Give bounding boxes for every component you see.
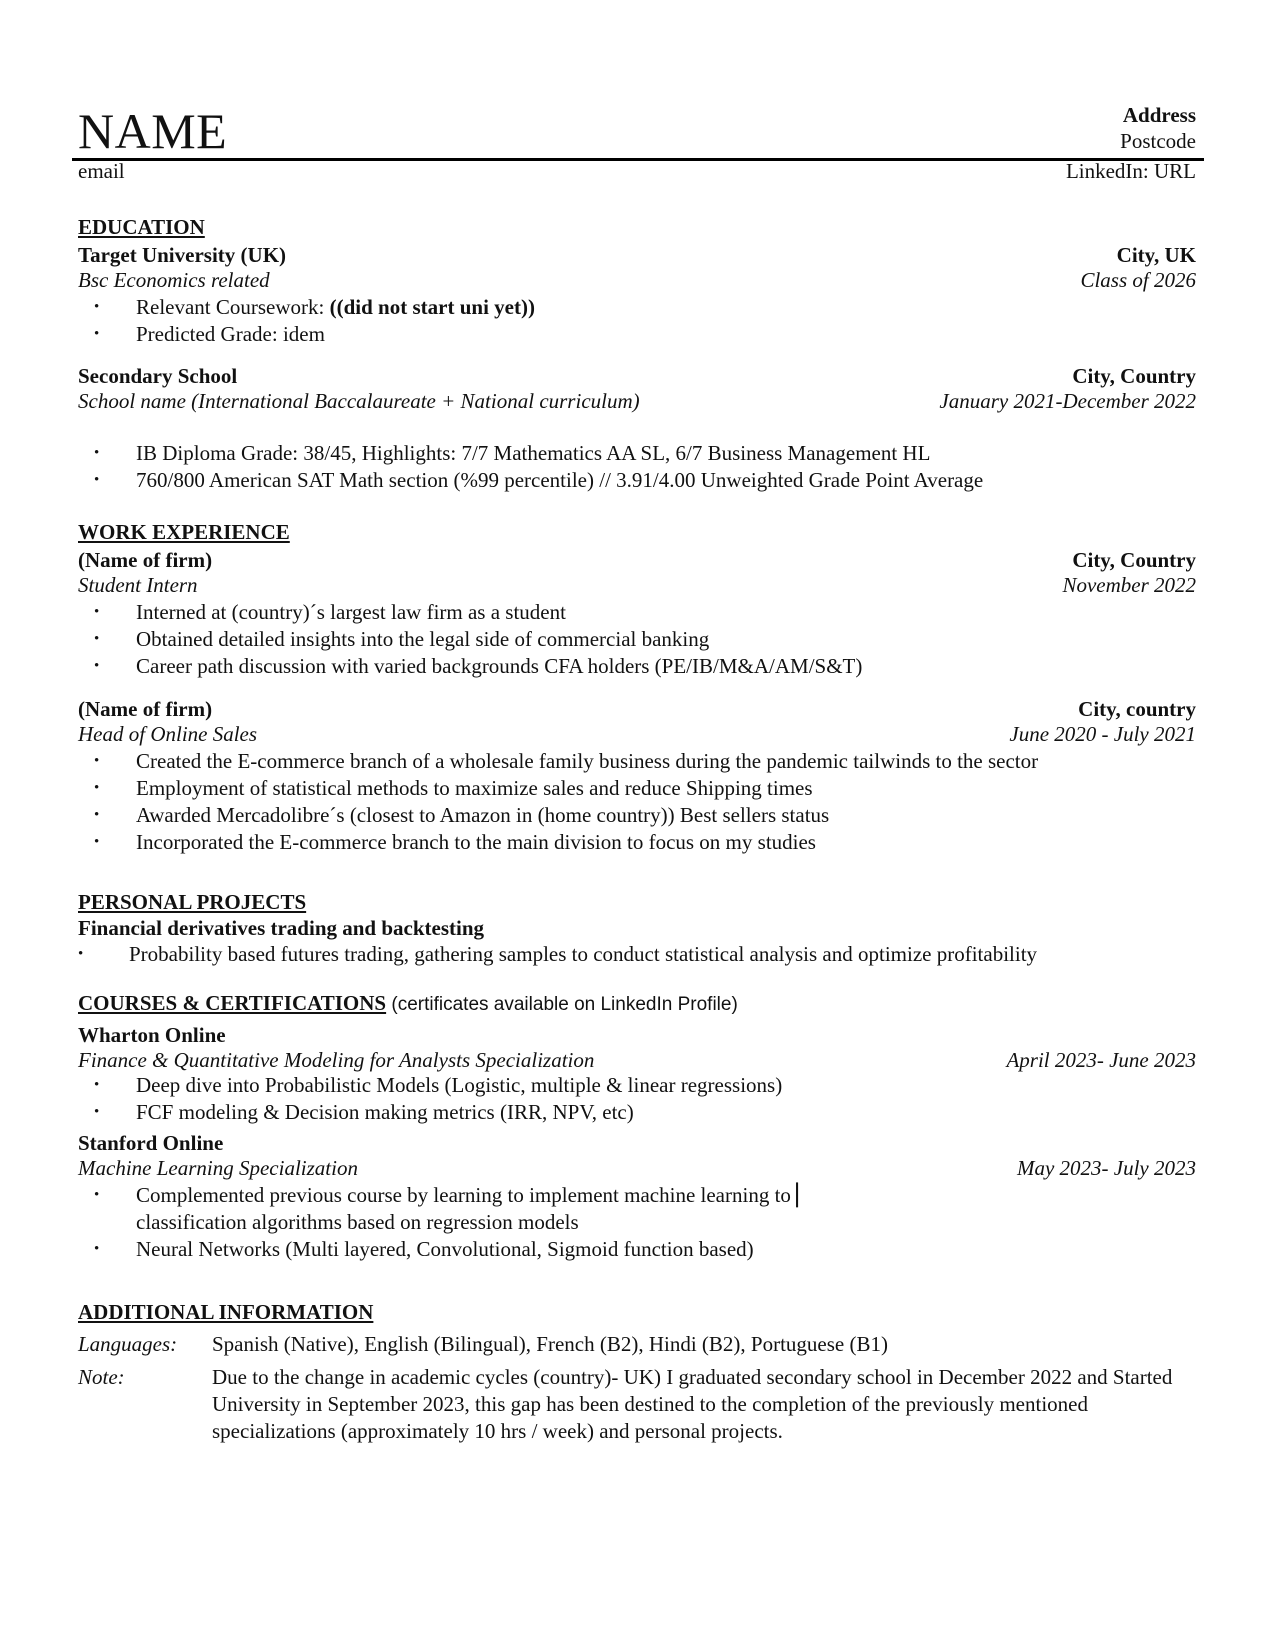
- bullet-text: Predicted Grade: idem: [136, 322, 325, 346]
- edu-date: January 2021-December 2022: [939, 389, 1196, 413]
- course-date: April 2023- June 2023: [1006, 1048, 1196, 1072]
- list-item: • Created the E-commerce branch of a wholesale family business during the pandemic tailwinds to the sector: [78, 748, 1038, 775]
- note-label: Note:: [78, 1365, 125, 1389]
- list-item: • Awarded Mercadolibre´s (closest to Amazon in (home country)) Best sellers status: [78, 802, 1038, 829]
- list-item: • 760/800 American SAT Math section (%99 percentile) // 3.91/4.00 Unweighted Grade Point Average: [78, 467, 983, 494]
- linkedin: LinkedIn: URL: [1065, 159, 1196, 183]
- work-location: City, country: [1078, 697, 1196, 721]
- list-item: [78, 294, 535, 321]
- edu-school-name: School name (International Baccalaureate + National curriculum): [78, 389, 640, 413]
- work-firm: (Name of firm): [78, 697, 213, 721]
- course-name: Finance & Quantitative Modeling for Analysts Specialization: [78, 1048, 595, 1072]
- list-item: • IB Diploma Grade: 38/45, Highlights: 7/7 Mathematics AA SL, 6/7 Business Management HL: [78, 440, 983, 467]
- list-item: • FCF modeling & Decision making metrics (IRR, NPV, etc): [78, 1099, 782, 1126]
- header-divider: [72, 158, 1204, 161]
- bullet-text: Relevant Coursework:: [136, 295, 330, 319]
- project-bullets: [78, 941, 1037, 968]
- work-bullets: [78, 599, 862, 680]
- work-date: November 2022: [1062, 573, 1196, 597]
- address: Address: [1122, 103, 1196, 127]
- edu-location: City, Country: [1072, 364, 1196, 388]
- courses-title: COURSES & CERTIFICATIONS: [78, 991, 387, 1015]
- list-item: • Complemented previous course by learning to implement machine learning to ▏ classification algorithms based on regression models: [78, 1182, 926, 1236]
- section-title-work-experience: WORK EXPERIENCE: [78, 520, 290, 544]
- postcode: Postcode: [1120, 129, 1196, 153]
- section-title-courses: [78, 990, 738, 1018]
- edu-location: City, UK: [1116, 243, 1196, 267]
- course-provider: Wharton Online: [78, 1023, 226, 1047]
- list-item: • Probability based futures trading, gathering samples to conduct statistical analysis and optimize profitability: [78, 941, 1037, 968]
- email: email: [78, 159, 125, 183]
- work-bullets: [78, 748, 1038, 856]
- section-title-personal-projects: PERSONAL PROJECTS: [78, 890, 307, 914]
- edu-bullets: [78, 294, 535, 348]
- work-firm: (Name of firm): [78, 548, 213, 572]
- course-provider: Stanford Online: [78, 1131, 224, 1155]
- edu-date: Class of 2026: [1080, 268, 1196, 292]
- work-date: June 2020 - July 2021: [1009, 722, 1196, 746]
- edu-institution: Secondary School: [78, 364, 238, 388]
- list-item: • Career path discussion with varied backgrounds CFA holders (PE/IB/M&A/AM/S&T): [78, 653, 862, 680]
- section-title-additional-information: ADDITIONAL INFORMATION: [78, 1300, 374, 1324]
- work-role: Student Intern: [78, 573, 198, 597]
- edu-bullets: [78, 440, 983, 494]
- bullet-emphasis: ((did not start uni yet)): [329, 295, 535, 319]
- candidate-name: NAME: [78, 103, 228, 159]
- section-title-education: EDUCATION: [78, 215, 205, 239]
- languages-value: Spanish (Native), English (Bilingual), French (B2), Hindi (B2), Portuguese (B1): [212, 1332, 888, 1356]
- list-item: • Employment of statistical methods to maximize sales and reduce Shipping times: [78, 775, 1038, 802]
- work-location: City, Country: [1072, 548, 1196, 572]
- courses-note: (certificates available on LinkedIn Profile): [386, 994, 738, 1015]
- edu-institution: Target University (UK): [78, 243, 287, 267]
- edu-degree: Bsc Economics related: [78, 268, 270, 292]
- course-name: Machine Learning Specialization: [78, 1156, 358, 1180]
- list-item: • Interned at (country)´s largest law firm as a student: [78, 599, 862, 626]
- course-bullets: [78, 1182, 926, 1263]
- course-bullets: [78, 1072, 782, 1126]
- list-item: • Neural Networks (Multi layered, Convolutional, Sigmoid function based): [78, 1236, 926, 1263]
- course-date: May 2023- July 2023: [1016, 1156, 1196, 1180]
- project-name: Financial derivatives trading and backtesting: [78, 916, 485, 940]
- list-item: • Incorporated the E-commerce branch to the main division to focus on my studies: [78, 829, 1038, 856]
- work-role: Head of Online Sales: [78, 722, 258, 746]
- note-text: Due to the change in academic cycles (country)- UK) I graduated secondary school in December 2022 and Started University in September 2023, this gap has been destined to the completion of the previously mentioned specializations (approximately 10 hrs / week) and personal projects.: [212, 1365, 1173, 1443]
- languages-label: Languages:: [78, 1332, 178, 1356]
- list-item: • Obtained detailed insights into the legal side of commercial banking: [78, 626, 862, 653]
- list-item: • Deep dive into Probabilistic Models (Logistic, multiple & linear regressions): [78, 1072, 782, 1099]
- list-item: [78, 321, 535, 348]
